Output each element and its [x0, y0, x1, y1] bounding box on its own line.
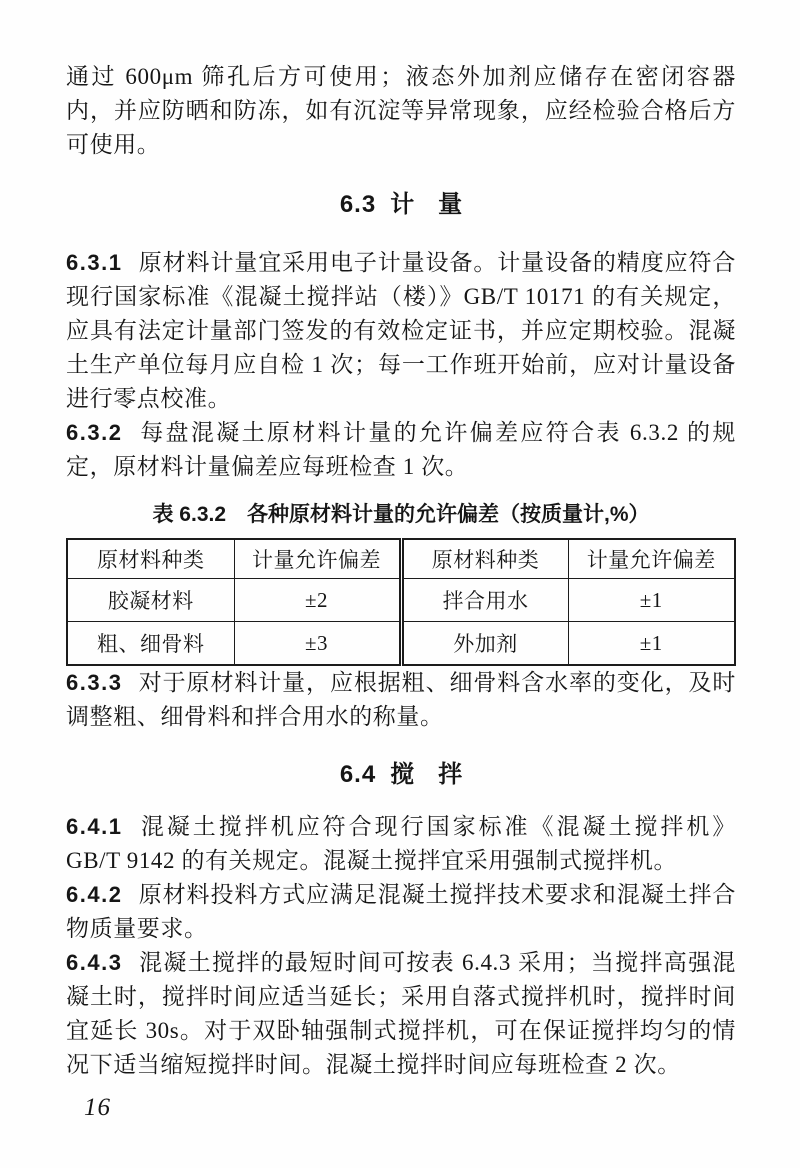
table-cell: ±2 [234, 579, 401, 622]
clause-text: 原材料计量宜采用电子计量设备。计量设备的精度应符合现行国家标准《混凝土搅拌站（楼）》GB/T 10171 的有关规定，应具有法定计量部门签发的有效检定证书，并应定期校验。混凝土生产单位每月应自检 1 次；每一工作班开始前，应对计量设备进行零点校准。 [66, 250, 736, 411]
section-heading-title: 计 量 [390, 191, 463, 218]
table-header-cell: 计量允许偏差 [568, 539, 735, 579]
table-cell: 粗、细骨料 [67, 622, 234, 666]
clause-number: 6.4.3 [66, 950, 123, 975]
table-header-cell: 计量允许偏差 [234, 539, 401, 579]
table-cell: 胶凝材料 [67, 579, 234, 622]
section-heading-number: 6.4 [339, 761, 377, 788]
clause-6-3-1 [66, 246, 736, 416]
table-cell: ±1 [568, 579, 735, 622]
section-heading-number: 6.3 [339, 191, 377, 218]
clause-6-4-3 [66, 946, 736, 1082]
clause-6-4-1 [66, 810, 736, 878]
clause-text: 对于原材料计量，应根据粗、细骨料含水率的变化，及时调整粗、细骨料和拌合用水的称量。 [66, 670, 736, 729]
clause-number: 6.3.3 [66, 670, 123, 695]
page-number: 16 [84, 1094, 111, 1121]
section-heading-6-4 [66, 758, 736, 792]
clause-text: 混凝土搅拌机应符合现行国家标准《混凝土搅拌机》GB/T 9142 的有关规定。混凝土搅拌宜采用强制式搅拌机。 [66, 814, 736, 873]
clause-number: 6.3.2 [66, 420, 123, 445]
table-cell: 拌合用水 [401, 579, 568, 622]
section-heading-6-3 [66, 188, 736, 222]
clause-6-3-2 [66, 416, 736, 484]
table-row [67, 622, 735, 666]
table-caption: 表 6.3.2 各种原材料计量的允许偏差（按质量计,%） [152, 503, 650, 526]
deviation-table [66, 538, 736, 666]
clause-number: 6.3.1 [66, 250, 123, 275]
table-row [67, 579, 735, 622]
clause-6-4-2 [66, 878, 736, 946]
intro-paragraph: 通过 600μm 筛孔后方可使用；液态外加剂应储存在密闭容器内，并应防晒和防冻，如有沉淀等异常现象，应经检验合格后方可使用。 [66, 64, 736, 157]
clause-number: 6.4.1 [66, 814, 123, 839]
table-cell: ±1 [568, 622, 735, 666]
clause-6-3-3 [66, 666, 736, 734]
clause-number: 6.4.2 [66, 882, 123, 907]
table-header-cell: 原材料种类 [401, 539, 568, 579]
clause-text: 原材料投料方式应满足混凝土搅拌技术要求和混凝土拌合物质量要求。 [66, 882, 736, 941]
table-cell: 外加剂 [401, 622, 568, 666]
section-heading-title: 搅 拌 [390, 761, 463, 788]
table-cell: ±3 [234, 622, 401, 666]
clause-text: 每盘混凝土原材料计量的允许偏差应符合表 6.3.2 的规定，原材料计量偏差应每班检查 1 次。 [66, 420, 736, 479]
table-header-row [67, 539, 735, 579]
table-header-cell: 原材料种类 [67, 539, 234, 579]
clause-text: 混凝土搅拌的最短时间可按表 6.4.3 采用；当搅拌高强混凝土时，搅拌时间应适当延长；采用自落式搅拌机时，搅拌时间宜延长 30s。对于双卧轴强制式搅拌机，可在保证搅拌均匀的情况下适当缩短搅拌时间。混凝土搅拌时间应每班检查 2 次。 [66, 950, 736, 1077]
